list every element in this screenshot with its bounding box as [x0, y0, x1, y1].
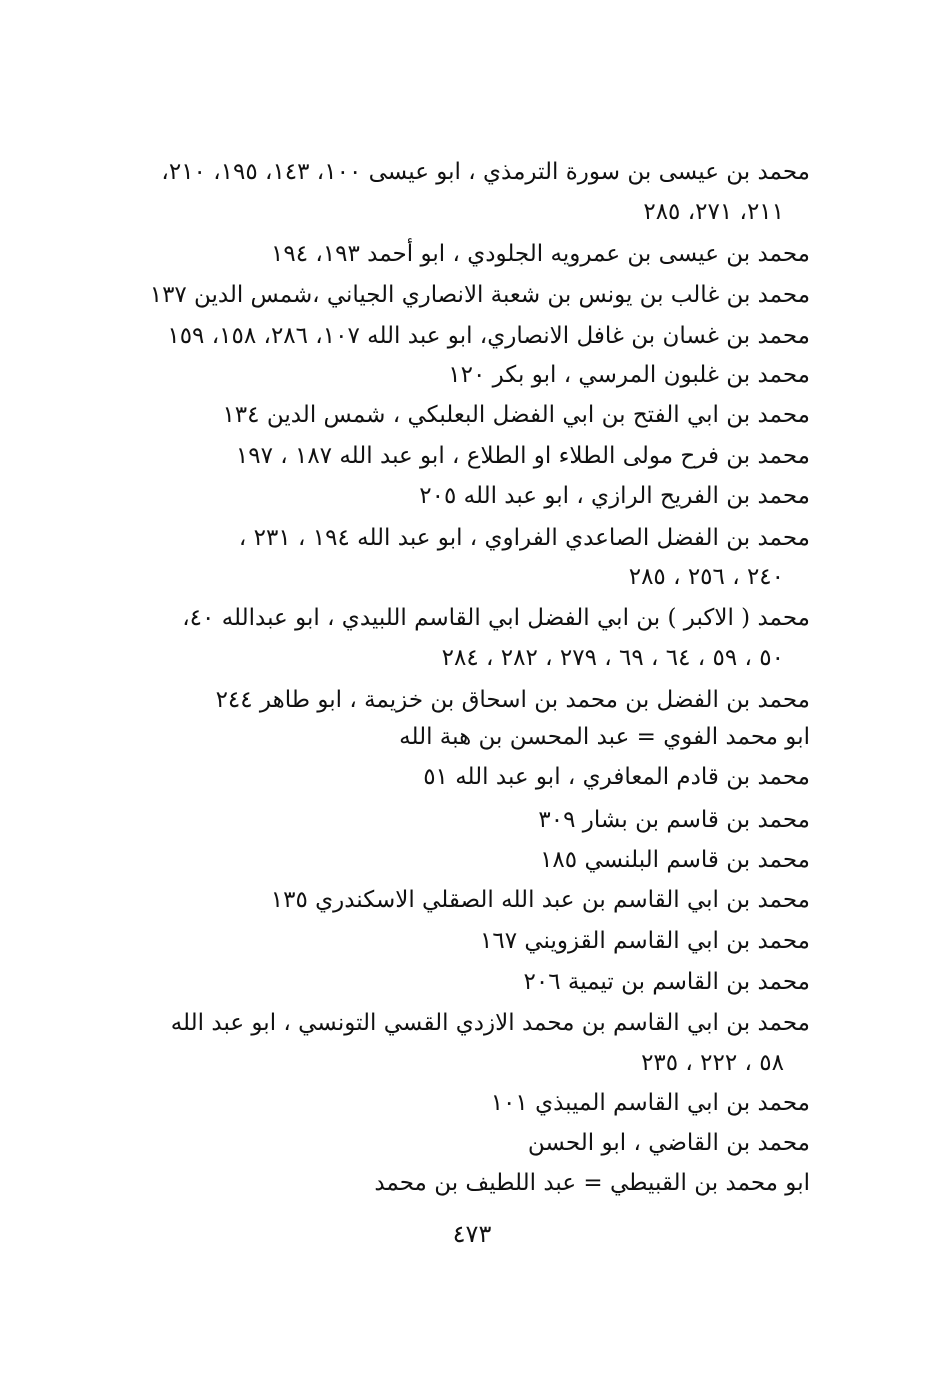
index-entry: محمد بن ابي الفتح بن ابي الفضل البعلبكي ، شمس الدين ١٣٤: [222, 402, 810, 428]
index-entry: محمد بن غلبون المرسي ، ابو بكر ١٢٠: [448, 362, 810, 388]
index-entry: محمد بن ابي القاسم القزويني ١٦٧: [480, 928, 810, 954]
index-entry: محمد بن القاسم بن تيمية ٢٠٦: [523, 969, 810, 995]
index-entry: محمد بن عيسى بن سورة الترمذي ، ابو عيسى ١٠٠، ١٤٣، ١٩٥، ٢١٠،: [161, 159, 810, 185]
index-entry: محمد بن الفريح الرازي ، ابو عبد الله ٢٠٥: [419, 483, 810, 509]
index-entry: محمد بن ابي القاسم بن عبد الله الصقلي الاسكندري ١٣٥: [270, 887, 810, 913]
index-entry: محمد بن القاضي ، ابو الحسن: [527, 1130, 810, 1156]
index-entry: محمد بن الفضل بن محمد بن اسحاق بن خزيمة ، ابو طاهر ٢٤٤: [215, 687, 810, 713]
index-entry: محمد بن غالب بن يونس بن شعبة الانصاري الجياني ،شمس الدين ١٣٧: [149, 282, 810, 308]
index-entry: محمد بن ابي القاسم بن محمد الازدي القسي التونسي ، ابو عبد الله: [170, 1010, 810, 1036]
index-entry: محمد ( الاكبر ) بن ابي الفضل ابي القاسم اللبيدي ، ابو عبدالله ٤٠،: [182, 605, 810, 631]
index-entry-continuation: ٢٤٠ ، ٢٥٦ ، ٢٨٥: [628, 564, 784, 590]
index-entry: محمد بن قاسم البلنسي ١٨٥: [540, 847, 810, 873]
index-entry: محمد بن عيسى بن عمرويه الجلودي ، ابو أحمد ١٩٣، ١٩٤: [271, 241, 810, 267]
index-entry: محمد بن غسان بن غافل الانصاري، ابو عبد الله ١٠٧، ٢٨٦، ١٥٨، ١٥٩: [167, 323, 810, 349]
index-entry-continuation: ٢١١، ٢٧١، ٢٨٥: [643, 199, 784, 225]
index-entry: محمد بن فرح مولى الطلاء او الطلاع ، ابو عبد الله ١٨٧ ، ١٩٧: [235, 443, 810, 469]
page-number: ٤٧٣: [452, 1220, 492, 1248]
index-entry-continuation: ٥٠ ، ٥٩ ، ٦٤ ، ٦٩ ، ٢٧٩ ، ٢٨٢ ، ٢٨٤: [441, 645, 784, 671]
index-entry: محمد بن ابي القاسم الميبذي ١٠١: [490, 1090, 810, 1116]
index-entry: ابو محمد بن القبيطي = عبد اللطيف بن محمد: [374, 1170, 810, 1196]
index-entry: ابو محمد الفوي = عبد المحسن بن هبة الله: [399, 724, 810, 750]
index-entry: محمد بن قادم المعافري ، ابو عبد الله ٥١: [423, 764, 810, 790]
index-entry: محمد بن الفضل الصاعدي الفراوي ، ابو عبد الله ١٩٤ ، ٢٣١ ،: [238, 525, 810, 551]
index-entry: محمد بن قاسم بن بشار ٣٠٩: [538, 807, 810, 833]
index-entry-continuation: ٥٨ ، ٢٢٢ ، ٢٣٥: [641, 1050, 784, 1076]
